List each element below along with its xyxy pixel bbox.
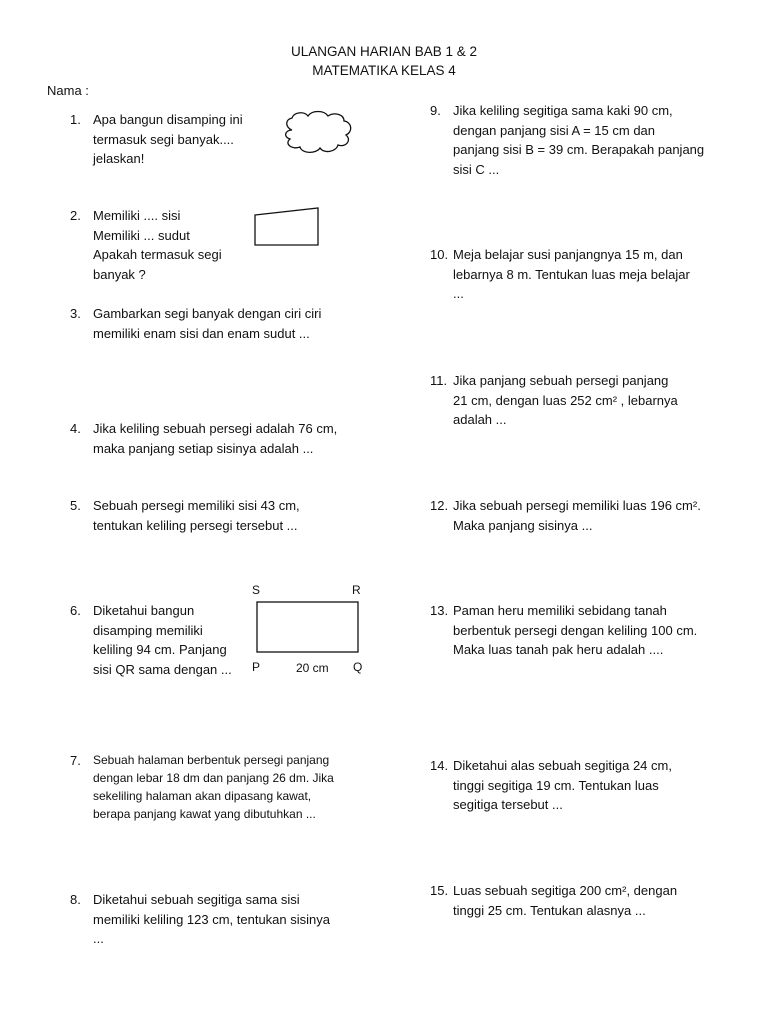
question-number: 6.: [70, 603, 81, 618]
question-line: sekeliling halaman akan dipasang kawat,: [93, 789, 312, 803]
question-15: [430, 881, 730, 921]
question-line: Jika sebuah persegi memiliki luas 196 cm².: [453, 498, 701, 513]
question-line: segitiga tersebut ...: [453, 797, 563, 812]
question-line: dengan lebar 18 dm dan panjang 26 dm. Jika: [93, 771, 334, 785]
question-line: jelaskan!: [93, 151, 145, 166]
question-line: Gambarkan segi banyak dengan ciri ciri: [93, 306, 322, 321]
question-line: Diketahui sebuah segitiga sama sisi: [93, 892, 300, 907]
question-line: tentukan keliling persegi tersebut ...: [93, 517, 298, 533]
trapezoid-shape: [254, 207, 320, 247]
question-line: sisi C ...: [453, 161, 500, 177]
question-number: 3.: [70, 306, 81, 321]
question-line: ...: [453, 286, 464, 301]
question-line: Jika keliling segitiga sama kaki 90 cm,: [453, 103, 673, 118]
corner-label-r: R: [352, 583, 361, 597]
question-1: [70, 110, 270, 170]
question-number: 14.: [430, 758, 449, 773]
question-line: adalah ...: [453, 412, 507, 427]
question-line: memiliki enam sisi dan enam sudut ...: [93, 325, 310, 341]
question-line: Paman heru memiliki sebidang tanah: [453, 603, 667, 618]
question-10: [430, 245, 730, 305]
corner-label-q: Q: [353, 660, 363, 674]
question-number: 7.: [70, 753, 81, 768]
question-line: berapa panjang kawat yang dibutuhkan ...: [93, 807, 316, 821]
question-line: 21 cm, dengan luas 252 cm² , lebarnya: [453, 392, 678, 408]
question-6: [70, 601, 245, 681]
question-number: 1.: [70, 112, 81, 127]
question-14: [430, 756, 730, 816]
question-line: disamping memiliki: [93, 622, 203, 638]
question-line: tinggi segitiga 19 cm. Tentukan luas: [453, 777, 659, 793]
question-7: [70, 751, 370, 826]
question-line: keliling 94 cm. Panjang: [93, 642, 227, 657]
corner-label-s: S: [252, 583, 261, 597]
question-line: Sebuah persegi memiliki sisi 43 cm,: [93, 498, 300, 513]
question-3: [70, 304, 390, 344]
question-line: maka panjang setiap sisinya adalah ...: [93, 440, 314, 456]
question-line: banyak ?: [93, 266, 146, 282]
question-line: ...: [93, 931, 104, 946]
question-line: memiliki keliling 123 cm, tentukan sisinya: [93, 911, 330, 927]
question-line: Meja belajar susi panjangnya 15 m, dan: [453, 247, 683, 262]
question-line: Diketahui alas sebuah segitiga 24 cm,: [453, 758, 672, 773]
side-length-label: 20 cm: [296, 661, 329, 675]
name-label: Nama :: [47, 83, 89, 98]
question-line: tinggi 25 cm. Tentukan alasnya ...: [453, 902, 646, 918]
question-number: 5.: [70, 498, 81, 513]
question-number: 2.: [70, 208, 81, 223]
question-line: panjang sisi B = 39 cm. Berapakah panjang: [453, 142, 705, 157]
question-number: 8.: [70, 892, 81, 907]
cloud-shape: [282, 110, 354, 160]
question-line: termasuk segi banyak....: [93, 131, 234, 147]
question-line: sisi QR sama dengan ...: [93, 661, 232, 677]
question-number: 15.: [430, 883, 449, 898]
question-line: Memiliki ... sudut: [93, 227, 190, 243]
question-line: Sebuah halaman berbentuk persegi panjang: [93, 753, 330, 767]
question-number: 4.: [70, 421, 81, 436]
question-8: [70, 890, 390, 950]
question-line: Jika panjang sebuah persegi panjang: [453, 373, 669, 388]
question-number: 11.: [430, 373, 448, 388]
worksheet-title: ULANGAN HARIAN BAB 1 & 2: [290, 44, 478, 59]
question-13: [430, 601, 730, 661]
question-line: Memiliki .... sisi: [93, 208, 181, 223]
question-line: berbentuk persegi dengan keliling 100 cm.: [453, 622, 698, 638]
question-number: 12.: [430, 498, 449, 513]
corner-label-p: P: [252, 660, 261, 674]
question-number: 9.: [430, 103, 441, 118]
question-12: [430, 496, 730, 536]
question-line: Diketahui bangun: [93, 603, 195, 618]
question-5: [70, 496, 390, 536]
question-line: dengan panjang sisi A = 15 cm dan: [453, 122, 656, 138]
question-9: [430, 101, 730, 181]
question-2: [70, 206, 240, 286]
question-line: Apa bangun disamping ini: [93, 112, 243, 127]
question-line: Maka panjang sisinya ...: [453, 517, 593, 533]
question-11: [430, 371, 730, 431]
question-line: Luas sebuah segitiga 200 cm², dengan: [453, 883, 678, 898]
question-line: lebarnya 8 m. Tentukan luas meja belajar: [453, 266, 690, 282]
worksheet-subtitle: MATEMATIKA KELAS 4: [312, 63, 456, 78]
rectangle-pqrs-figure: [256, 601, 360, 653]
question-line: Jika keliling sebuah persegi adalah 76 cm,: [93, 421, 338, 436]
question-line: Apakah termasuk segi: [93, 247, 222, 262]
question-number: 10.: [430, 247, 449, 262]
question-line: Maka luas tanah pak heru adalah ....: [453, 642, 664, 657]
question-4: [70, 419, 390, 459]
question-number: 13.: [430, 603, 449, 618]
